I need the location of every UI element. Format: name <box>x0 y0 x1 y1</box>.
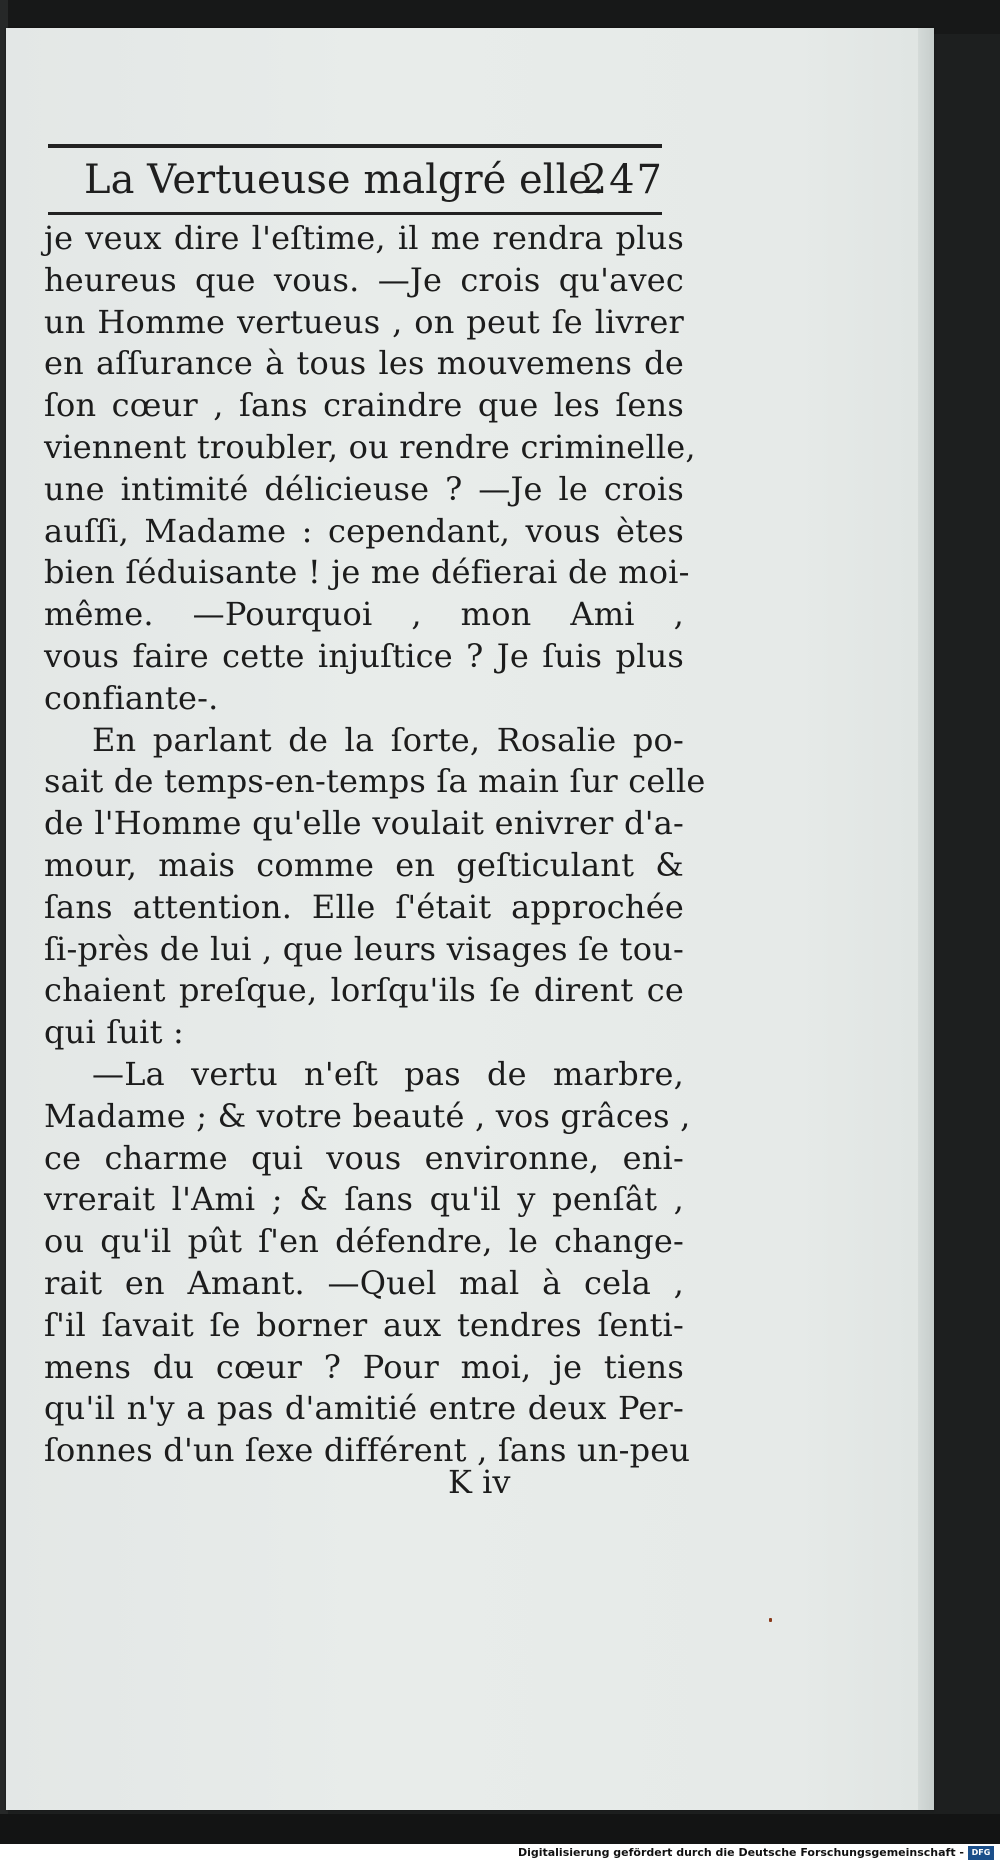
text-line: qui ſuit : <box>44 1013 184 1052</box>
text-line: ou qu'il pût ſ'en défendre, le change- <box>44 1222 684 1261</box>
text-line: ſi-près de lui , que leurs visages ſe tou- <box>44 929 684 968</box>
text-line: rait en Amant. —Quel mal à cela , <box>44 1263 684 1302</box>
text-line: vrerait l'Ami ; & ſans qu'il y penſât , <box>44 1180 684 1219</box>
text-line: ſonnes d'un ſexe différent , ſans un-peu <box>44 1431 691 1470</box>
text-line: sait de temps-en-temps ſa main ſur celle <box>44 762 706 801</box>
text-line: qu'il n'y a pas d'amitié entre deux Per- <box>44 1389 684 1428</box>
running-title: La Vertueuse malgré elle. <box>84 157 605 203</box>
text-line: chaient preſque, lorſqu'ils ſe dirent ce <box>44 971 684 1010</box>
header-rule-top <box>48 144 662 148</box>
paper-speck <box>769 1618 772 1622</box>
text-line: ſans attention. Elle ſ'était approchée <box>44 887 684 926</box>
header-rule-bottom <box>48 212 662 215</box>
text-line: confiante-. <box>44 678 219 717</box>
page-number: 247 <box>581 157 664 203</box>
body-text <box>44 218 706 1472</box>
dfg-logo: DFG <box>968 1846 994 1860</box>
text-line: En parlant de la ſorte, Rosalie po- <box>92 720 684 759</box>
text-line: en aſſurance à tous les mouvemens de <box>44 344 684 383</box>
text-line: je veux dire l'eſtime, il me rendra plus <box>44 219 684 257</box>
text-line: heureus que vous. —Je crois qu'avec <box>44 260 684 299</box>
scan-background-bottom <box>0 1814 1000 1844</box>
text-line: auſſi, Madame : cependant, vous ètes <box>44 511 684 550</box>
signature-mark: K iv <box>448 1463 511 1501</box>
text-line: —La vertu n'eſt pas de marbre, <box>92 1054 684 1093</box>
text-line: ce charme qui vous environne, eni- <box>44 1138 684 1177</box>
running-head <box>84 150 664 210</box>
text-line: une intimité délicieuse ? —Je le crois <box>44 469 684 508</box>
text-line: viennent troubler, ou rendre criminelle, <box>44 427 696 466</box>
text-line: mour, mais comme en geſticulant & <box>44 845 684 884</box>
footer-credit: Digitalisierung gefördert durch die Deutsche Forschungsgemeinschaft - <box>517 1846 964 1859</box>
text-line: vous faire cette injuſtice ? Je ſuis plus <box>44 636 684 675</box>
text-line: de l'Homme qu'elle voulait enivrer d'a- <box>44 804 684 843</box>
page-edge <box>918 28 934 1810</box>
text-line: un Homme vertueus , on peut ſe livrer <box>44 302 684 341</box>
text-line: ſon cœur , ſans craindre que les ſens <box>44 386 684 425</box>
text-line: Madame ; & votre beauté , vos grâces , <box>44 1096 691 1135</box>
text-line: ſ'il ſavait ſe borner aux tendres ſenti- <box>44 1305 684 1344</box>
text-line: bien ſéduisante ! je me défierai de moi- <box>44 553 690 592</box>
text-line: mens du cœur ? Pour moi, je tiens <box>44 1347 684 1386</box>
text-line: même. —Pourquoi , mon Ami , <box>44 595 684 634</box>
